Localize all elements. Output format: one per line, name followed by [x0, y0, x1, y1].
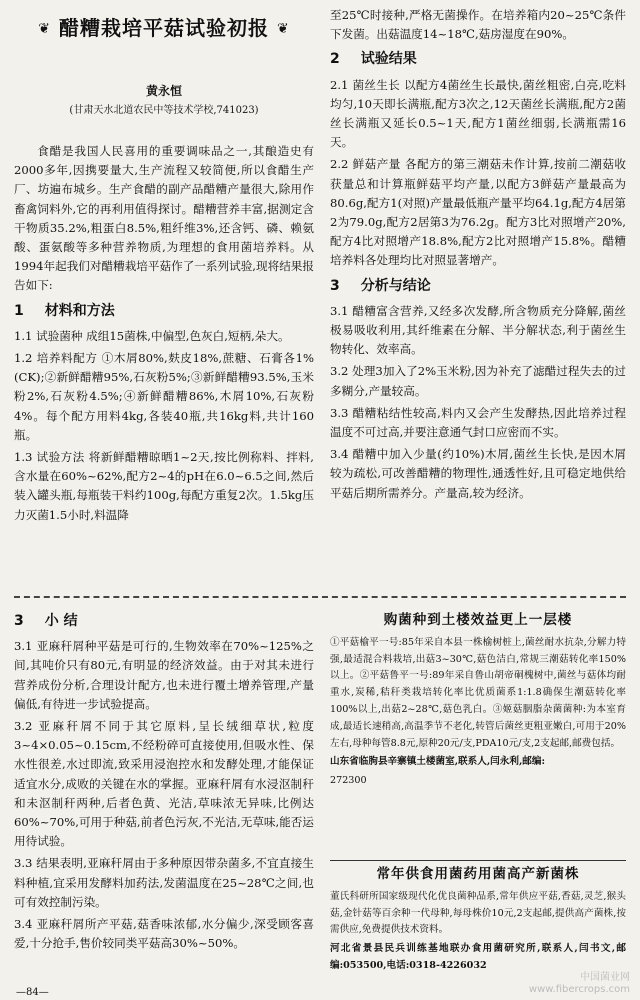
ad-1-postcode: 272300 — [330, 775, 367, 787]
ad-1-body: ①平菇榆平一号:85年采自本县一株榆树桩上,菌丝耐水抗杂,分解力特强,最适混合料栽培,出菇3~30℃,菇色洁白,常规三潮菇转化率150%以上。②平菇鲁平一号:89年采自鲁山胡帝硐槐树中,菌丝与菇体均耐重水,炭稀,秸秆类栽培转化率比优质菌系1:1.8确保生潮菇转化率100%以上,出菇2~28℃,菇色乳白。③姬菇胭脂杂菌菌种:为本室育成,最适长速稍高,高温季节不老化,转管后菌丝更粗亚嫩白,可用于20%左右,母种每管8.8元,原种20元/支,PDA10元/支,2支起邮,邮费包括。 — [330, 636, 626, 749]
paragraph-1-2: 1.2 培养料配方 ①木屑80%,麸皮18%,蔗糖、石膏各1%(CK);②新鲜醋糟95%,石灰粉5%;③新鲜醋糟93.5%,玉米粉2%,石灰粉4.5%;④新鲜醋糟86%,木屑10%,石灰粉4%。每个配方用料4kg,各装40瓶,共16kg料,共计160瓶。 — [14, 351, 314, 442]
page-number: —84— — [16, 987, 49, 998]
paragraph-2-1: 2.1 菌丝生长 以配方4菌丝生长最快,菌丝粗密,白亮,吃料均匀,10天即长满瓶,配方3次之,12天菌丝长满瓶,配方2菌丝长满瓶又延长0.5~1天,配方1菌丝细弱,长满瓶需16天。 — [330, 77, 626, 150]
ad-2-body: 董氏科研所国家级现代化优良菌种品系,常年供应平菇,香菇,灵芝,猴头菇,金针菇等百余种一代母种,每母株价10元,2支起邮,提供高产菌株,按需供应,免费提供技术资料。 — [330, 890, 626, 936]
ornament-icon: ❦ — [276, 21, 290, 37]
paragraph-2-2: 2.2 鲜菇产量 各配方的第三潮菇未作计算,按前二潮菇收获量总和计算瓶鲜菇平均产量,以配方3鲜菇产量最高为80.6g,配方1(对照)产量最低瓶产量平均64.1g,配方4居第2为79.0g,配方2居第3为76.2g。配方3比对照增产20%,配方4比对照增产18.8%,配方2比对照增产15.8%。醋糟培养料各处理均比对照显著增产。 — [330, 157, 626, 268]
left-column-top — [14, 142, 314, 528]
ornament-icon: ❦ — [38, 21, 52, 37]
site-watermark: 中国菌业网 www.fibercrops.com — [528, 972, 630, 995]
left-column-bottom — [14, 606, 314, 956]
summary-heading: 3 小 结 — [14, 613, 78, 629]
section-1-heading: 1 材料和方法 — [14, 302, 115, 319]
paragraph-1-3: 1.3 试验方法 将新鲜醋糟晾晒1~2天,按比例称料、拌料,含水量在60%~62%,配方2~4的pH在6.0~6.5之间,然后装入罐头瓶,每瓶装干料约100g,每配方重复2次。1.5kg压力灭菌1.5小时,料温降 — [14, 450, 314, 522]
intro-paragraph: 食醋是我国人民喜用的重要调味品之一,其酿造史有2000多年,因携要量大,生产流程又较简便,所以食醋生产厂、坊遍布城乡。生产食醋的副产品醋糟产量很大,除用作畜禽饲料外,它的再利用值得探讨。醋糟营养丰富,据测定含干物质35.2%,粗蛋白8.5%,粗纤维3%,还含钙、磷、赖氨酸、蛋氨酸等多种营养物质,为理想的食用菌培养料。从1994年起我们对醋糟栽培平菇作了一系列试验,现将结果报告如下: — [14, 144, 314, 293]
summary-paragraph-1: 3.1 亚麻秆屑种平菇是可行的,生物效率在70%~125%之间,其吨价只有80元,有明显的经济效益。由于对其未进行营养成份分析,合理设计配方,也未进行覆土增养管理,产量偏低,有待进一步试验提高。 — [14, 639, 314, 711]
article-title — [14, 12, 314, 41]
paragraph-1-1: 1.1 试验菌种 成组15菌株,中偏型,色灰白,短柄,朵大。 — [14, 328, 290, 343]
summary-paragraph-3: 3.3 结果表明,亚麻秆屑由于多种原因带杂菌多,不宜直接生料种植,宜采用发酵料加药法,发菌温度在25~28℃之间,也可有效控制污染。 — [14, 856, 314, 909]
right-column-top — [330, 6, 626, 506]
paragraph-3-4: 3.4 醋糟中加入少量(约10%)木屑,菌丝生长快,是因木屑较为疏松,可改善醋糟的物理性,通透性好,且可稳定地供给平菇后期所需养分。产量高,较为经济。 — [330, 447, 626, 500]
author-name: 黄永恒 — [145, 84, 182, 98]
continued-paragraph: 至25℃时接种,严格无菌操作。在培养箱内20~25℃条件下发菌。出菇温度14~18℃,菇房湿度在90%。 — [330, 8, 626, 42]
paragraph-3-3: 3.3 醋糟粘结性较高,料内又会产生发酵热,因此培养过程温度不可过高,并要注意通气封口应密而不实。 — [330, 405, 626, 440]
advertisement-1 — [330, 612, 626, 792]
ad-1-title: 购菌种到土楼效益更上一层楼 — [383, 612, 573, 628]
summary-paragraph-2: 3.2 亚麻秆屑不同于其它原料,呈长绒细草状,粒度3~4×0.05~0.15cm,不经粉碎可直接使用,但吸水性、保水性很差,水过即流,致采用浸泡控水和发酵处理,才能保证适宜水分,成败的关键在水的掌握。亚麻秆屑有水浸沤制秆和未沤制秆两种,后者色黄、光洁,草味浓无异味,比例达60%~70%,可用于种菇,前者色污灰,不光洁,无草味,能否运用待试验。 — [14, 719, 314, 849]
section-divider — [14, 596, 626, 598]
section-3-heading: 3 分析与结论 — [330, 277, 431, 294]
article-title-text: 醋糟栽培平菇试验初报 — [59, 16, 269, 40]
author-affiliation: (甘肃天水北道农民中等技术学校,741023) — [69, 105, 259, 116]
paragraph-3-1: 3.1 醋糟富含营养,又经多次发酵,所含物质充分降解,菌丝极易吸收利用,其纤维素在分解、半分解状态,利于菌丝生物转化、效率高。 — [330, 303, 626, 357]
summary-paragraph-4: 3.4 亚麻秆屑所产平菇,菇香味浓郁,水分偏少,深受顾客喜爱,十分抢手,售价较同类平菇高30%~50%。 — [14, 917, 314, 951]
ad-2-contact: 河北省景县民兵训练基地联办食用菌研究所,联系人,闫书文,邮编:053500,电话:0318-4226032 — [330, 943, 626, 971]
ad-2-title: 常年供食用菌药用菌高产新菌株 — [376, 866, 580, 882]
ad-1-contact: 山东省临朐县辛寨镇土楼菌室,联系人,闫永利,邮编: — [330, 756, 546, 768]
ad-divider — [330, 860, 626, 861]
section-2-heading: 2 试验结果 — [330, 51, 417, 68]
paragraph-3-2: 3.2 处理3加入了2%玉米粉,因为补充了滤醋过程失去的过多糊分,产量较高。 — [330, 364, 626, 398]
advertisement-2 — [330, 866, 626, 977]
